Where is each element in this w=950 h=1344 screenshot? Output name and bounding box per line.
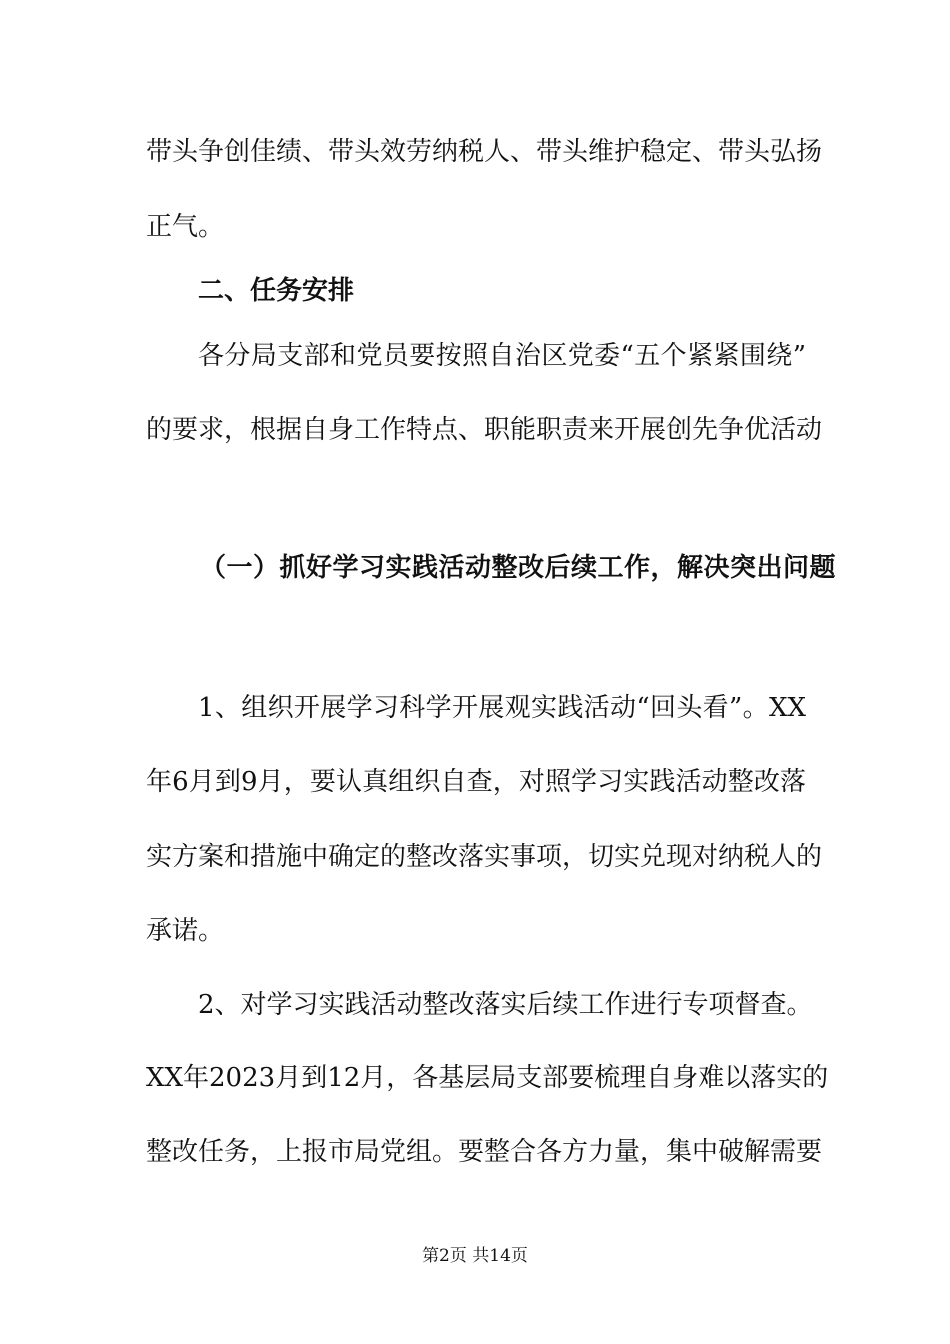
section-heading: 二、任务安排 — [198, 276, 355, 306]
paragraph-line: 带头争创佳绩、带头效劳纳税人、带头维护稳定、带头弘扬 — [146, 137, 823, 167]
subsection-heading: （一）抓好学习实践活动整改后续工作，解决突出问题 — [200, 553, 837, 583]
paragraph-line: 正气。 — [146, 212, 225, 242]
paragraph-line: 整改任务，上报市局党组。要整合各方力量，集中破解需要 — [146, 1137, 823, 1167]
page-footer: 第2页 共14页 — [422, 1246, 528, 1266]
paragraph-line: 实方案和措施中确定的整改落实事项，切实兑现对纳税人的 — [146, 842, 823, 872]
paragraph-line: 承诺。 — [146, 916, 225, 946]
paragraph-line: 各分局支部和党员要按照自治区党委“五个紧紧围绕” — [198, 341, 806, 371]
paragraph-line: 1、组织开展学习科学开展观实践活动“回头看”。XX — [198, 693, 806, 723]
paragraph-line: 年6月到9月，要认真组织自查，对照学习实践活动整改落 — [146, 767, 806, 797]
paragraph-line: 2、对学习实践活动整改落实后续工作进行专项督查。 — [198, 990, 813, 1020]
paragraph-line: 的要求，根据自身工作特点、职能职责来开展创先争优活动 — [146, 415, 823, 445]
paragraph-line: XX年2023月到12月，各基层局支部要梳理自身难以落实的 — [146, 1063, 829, 1093]
